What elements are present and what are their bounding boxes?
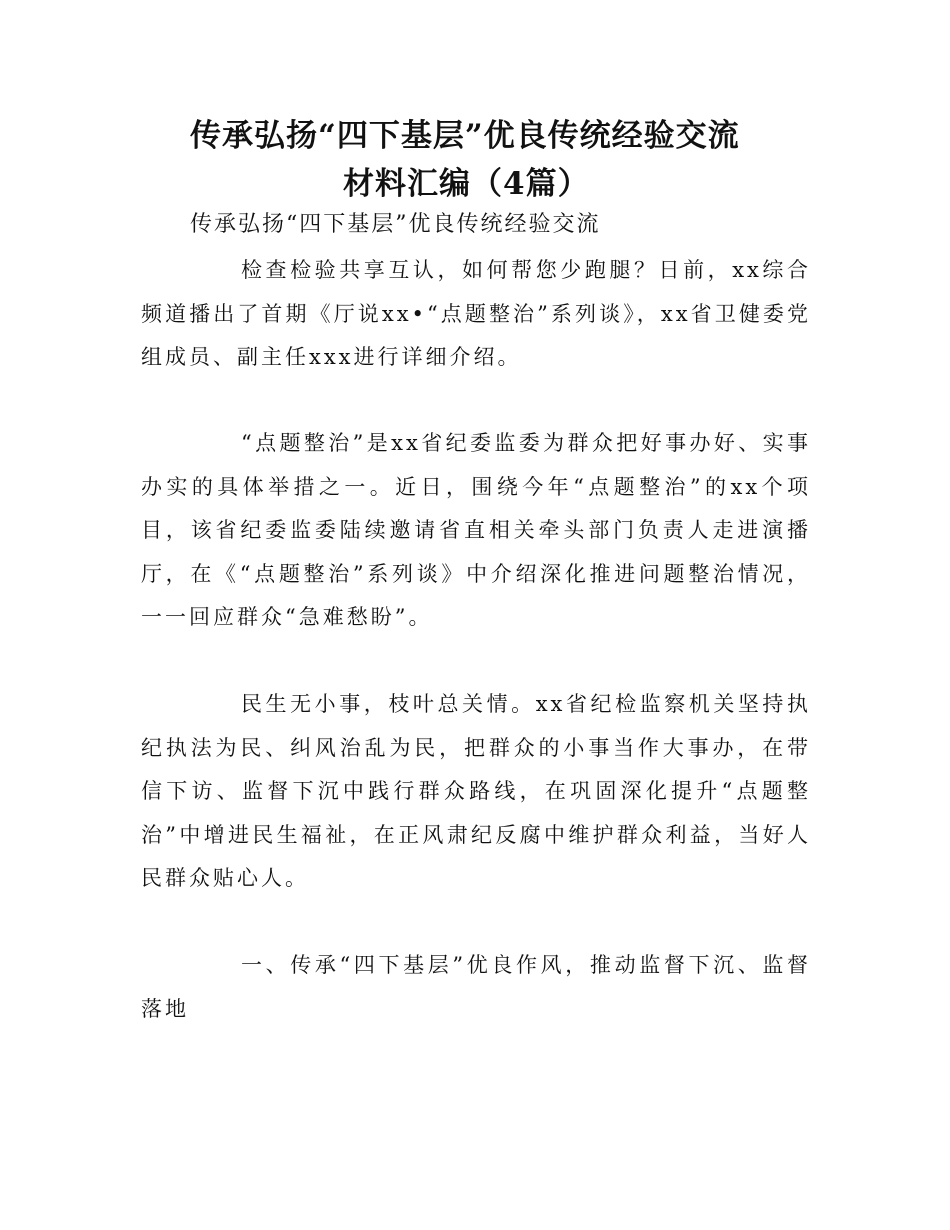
paragraph-minsheng: 民生无小事，枝叶总关情。xx省纪检监察机关坚持执纪执法为民、纠风治乱为民，把群众的小事当作大事办，在带信下访、监督下沉中践行群众路线，在巩固深化提升“点题整治”中增进民生福祉，在正风肃纪反腐中维护群众利益，当好人民群众贴心人。 — [141, 692, 811, 890]
title-line-1: 传承弘扬“四下基层”优良传统经验交流 — [190, 118, 740, 154]
paragraph-dianti-zhengzhi: “点题整治”是xx省纪委监委为群众把好事办好、实事办实的具体举措之一。近日，围绕今年“点题整治”的xx个项目，该省纪委监委陆续邀请省直相关牵头部门负责人走进演播厅，在《“点题整治”系列谈》中介绍深化推进问题整治情况，一一回应群众“急难愁盼”。 — [141, 431, 812, 629]
document-title — [150, 112, 850, 208]
title-line-2: 材料汇编（4篇） — [343, 166, 590, 202]
section-heading-one: 一、传承“四下基层”优良作风，推动监督下沉、监督落地 — [141, 953, 811, 1021]
document-subtitle: 传承弘扬“四下基层”优良传统经验交流 — [190, 212, 601, 237]
paragraph-intro: 检查检验共享互认，如何帮您少跑腿？日前，xx综合频道播出了首期《厅说xx•“点题整治”系列谈》，xx省卫健委党组成员、副主任xxx进行详细介绍。 — [141, 258, 811, 369]
